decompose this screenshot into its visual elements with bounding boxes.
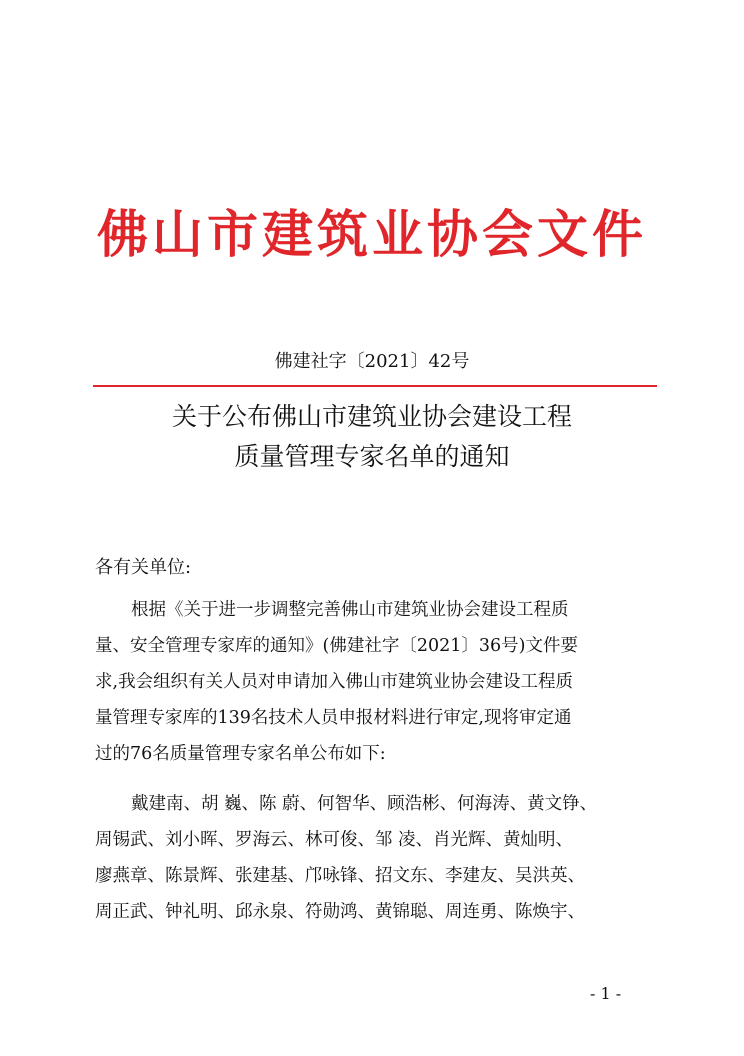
page-number: - 1 - — [590, 984, 622, 1003]
document-number: 佛建社字〔2021〕42号 — [274, 351, 470, 372]
notice-title-line-2: 质量管理专家名单的通知 — [234, 442, 510, 471]
expert-name-list — [95, 786, 655, 930]
name-list-line: 周正武、钟礼明、邱永泉、符勋鸿、黄锦聪、周连勇、陈焕宇、 — [95, 902, 585, 922]
notice-title-line-1: 关于公布佛山市建筑业协会建设工程 — [171, 402, 572, 431]
notice-title — [0, 397, 744, 477]
body-line: 根据《关于进一步调整完善佛山市建筑业协会建设工程质 — [131, 600, 569, 620]
name-list-line: 戴建南、胡 巍、陈 蔚、何智华、顾浩彬、何海涛、黄文铮、 — [131, 794, 598, 814]
name-list-line: 廖燕章、陈景辉、张建基、邝咏锋、招文东、李建友、吴洪英、 — [95, 866, 585, 886]
body-paragraph — [95, 592, 655, 772]
body-line: 量管理专家库的139名技术人员申报材料进行审定,现将审定通 — [95, 708, 572, 728]
red-divider-rule — [93, 385, 657, 387]
salutation: 各有关单位: — [95, 557, 192, 578]
body-line: 量、安全管理专家库的通知》(佛建社字〔2021〕36号)文件要 — [95, 636, 578, 656]
body-line: 求,我会组织有关人员对申请加入佛山市建筑业协会建设工程质 — [95, 672, 574, 692]
org-header-title: 佛山市建筑业协会文件 — [96, 205, 647, 265]
name-list-line: 周锡武、刘小晖、罗海云、林可俊、邹 凌、肖光辉、黄灿明、 — [95, 830, 574, 850]
body-line: 过的76名质量管理专家名单公布如下: — [95, 744, 386, 764]
